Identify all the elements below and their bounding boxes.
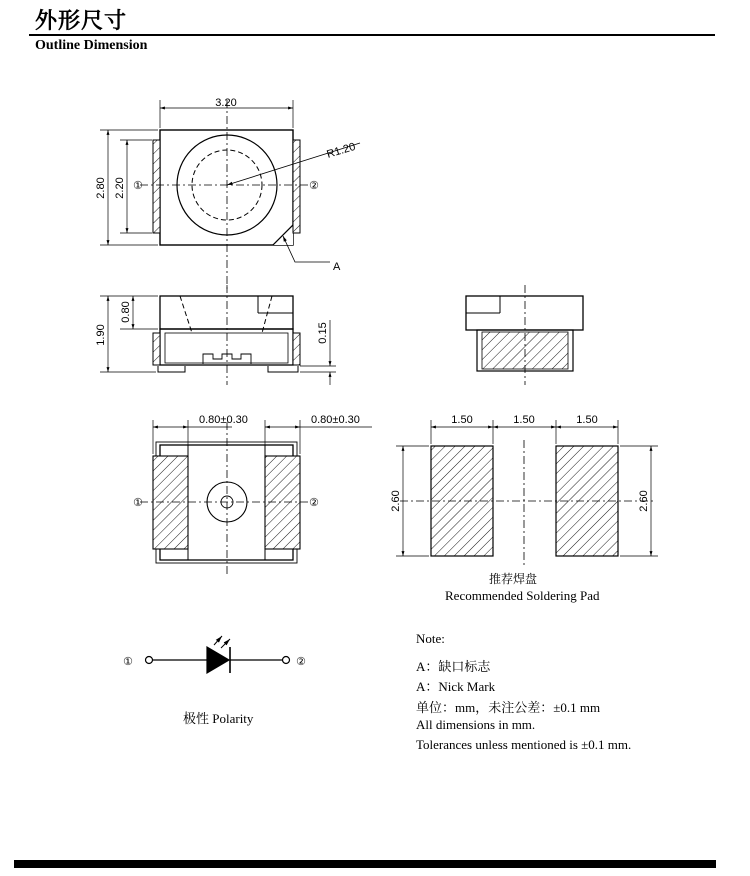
top-lead-right (293, 140, 300, 233)
note-title: Note: (416, 631, 445, 646)
soldering-pad-view (396, 420, 658, 566)
dim-height: 2.80 (95, 177, 107, 199)
bottom-view (140, 420, 372, 575)
page-title-cn: 外形尺寸 (35, 9, 128, 34)
dim-pad-w2: 1.50 (513, 414, 535, 426)
note-line-2: A：Nick Mark (416, 679, 496, 694)
bottom-pad-right (265, 456, 300, 549)
dim-pad-h-right: 2.60 (638, 490, 650, 512)
side-view-right (466, 285, 583, 385)
top-lead-left (153, 140, 160, 233)
bottom-pad-left (153, 456, 188, 549)
side-base (160, 329, 293, 365)
dim-radius: R1.20 (325, 140, 357, 161)
dim-top-height: 0.80 (120, 301, 132, 323)
polarity-pin2: ② (296, 656, 306, 668)
dim-standoff: 0.15 (317, 322, 329, 344)
dim-pad-right: 0.80±0.30 (311, 414, 360, 426)
soldering-caption-en: Recommended Soldering Pad (445, 588, 600, 603)
page-title-en: Outline Dimension (35, 38, 148, 53)
top-view (100, 100, 360, 290)
footer-rule (14, 860, 716, 868)
dim-pad-left: 0.80±0.30 (199, 414, 248, 426)
bottom-pin2-label: ② (309, 497, 319, 509)
top-pin1-label: ① (133, 180, 143, 192)
note-line-4: All dimensions in mm. (416, 717, 536, 732)
note-line-3: 单位：mm，未注公差：±0.1 mm (416, 700, 601, 715)
dim-inner-height: 2.20 (114, 177, 126, 199)
dim-pad-w3: 1.50 (576, 414, 598, 426)
note-line-1: A：缺口标志 (416, 659, 491, 674)
dim-pad-h-left: 2.60 (390, 490, 402, 512)
side-view (100, 285, 336, 385)
dim-pad-w1: 1.50 (451, 414, 473, 426)
soldering-caption-cn: 推荐焊盘 (489, 572, 538, 586)
dim-width: 3.20 (215, 97, 237, 109)
polarity-caption: 极性 Polarity (183, 711, 254, 726)
nick-mark-label: A (333, 261, 341, 273)
bottom-pin1-label: ① (133, 497, 143, 509)
polarity-symbol (146, 636, 290, 673)
top-pin2-label: ② (309, 180, 319, 192)
dim-total-height: 1.90 (95, 324, 107, 346)
note-line-5: Tolerances unless mentioned is ±0.1 mm. (416, 737, 632, 752)
top-view-body (160, 130, 293, 245)
polarity-pin1: ① (123, 656, 133, 668)
diode-triangle (207, 647, 229, 673)
